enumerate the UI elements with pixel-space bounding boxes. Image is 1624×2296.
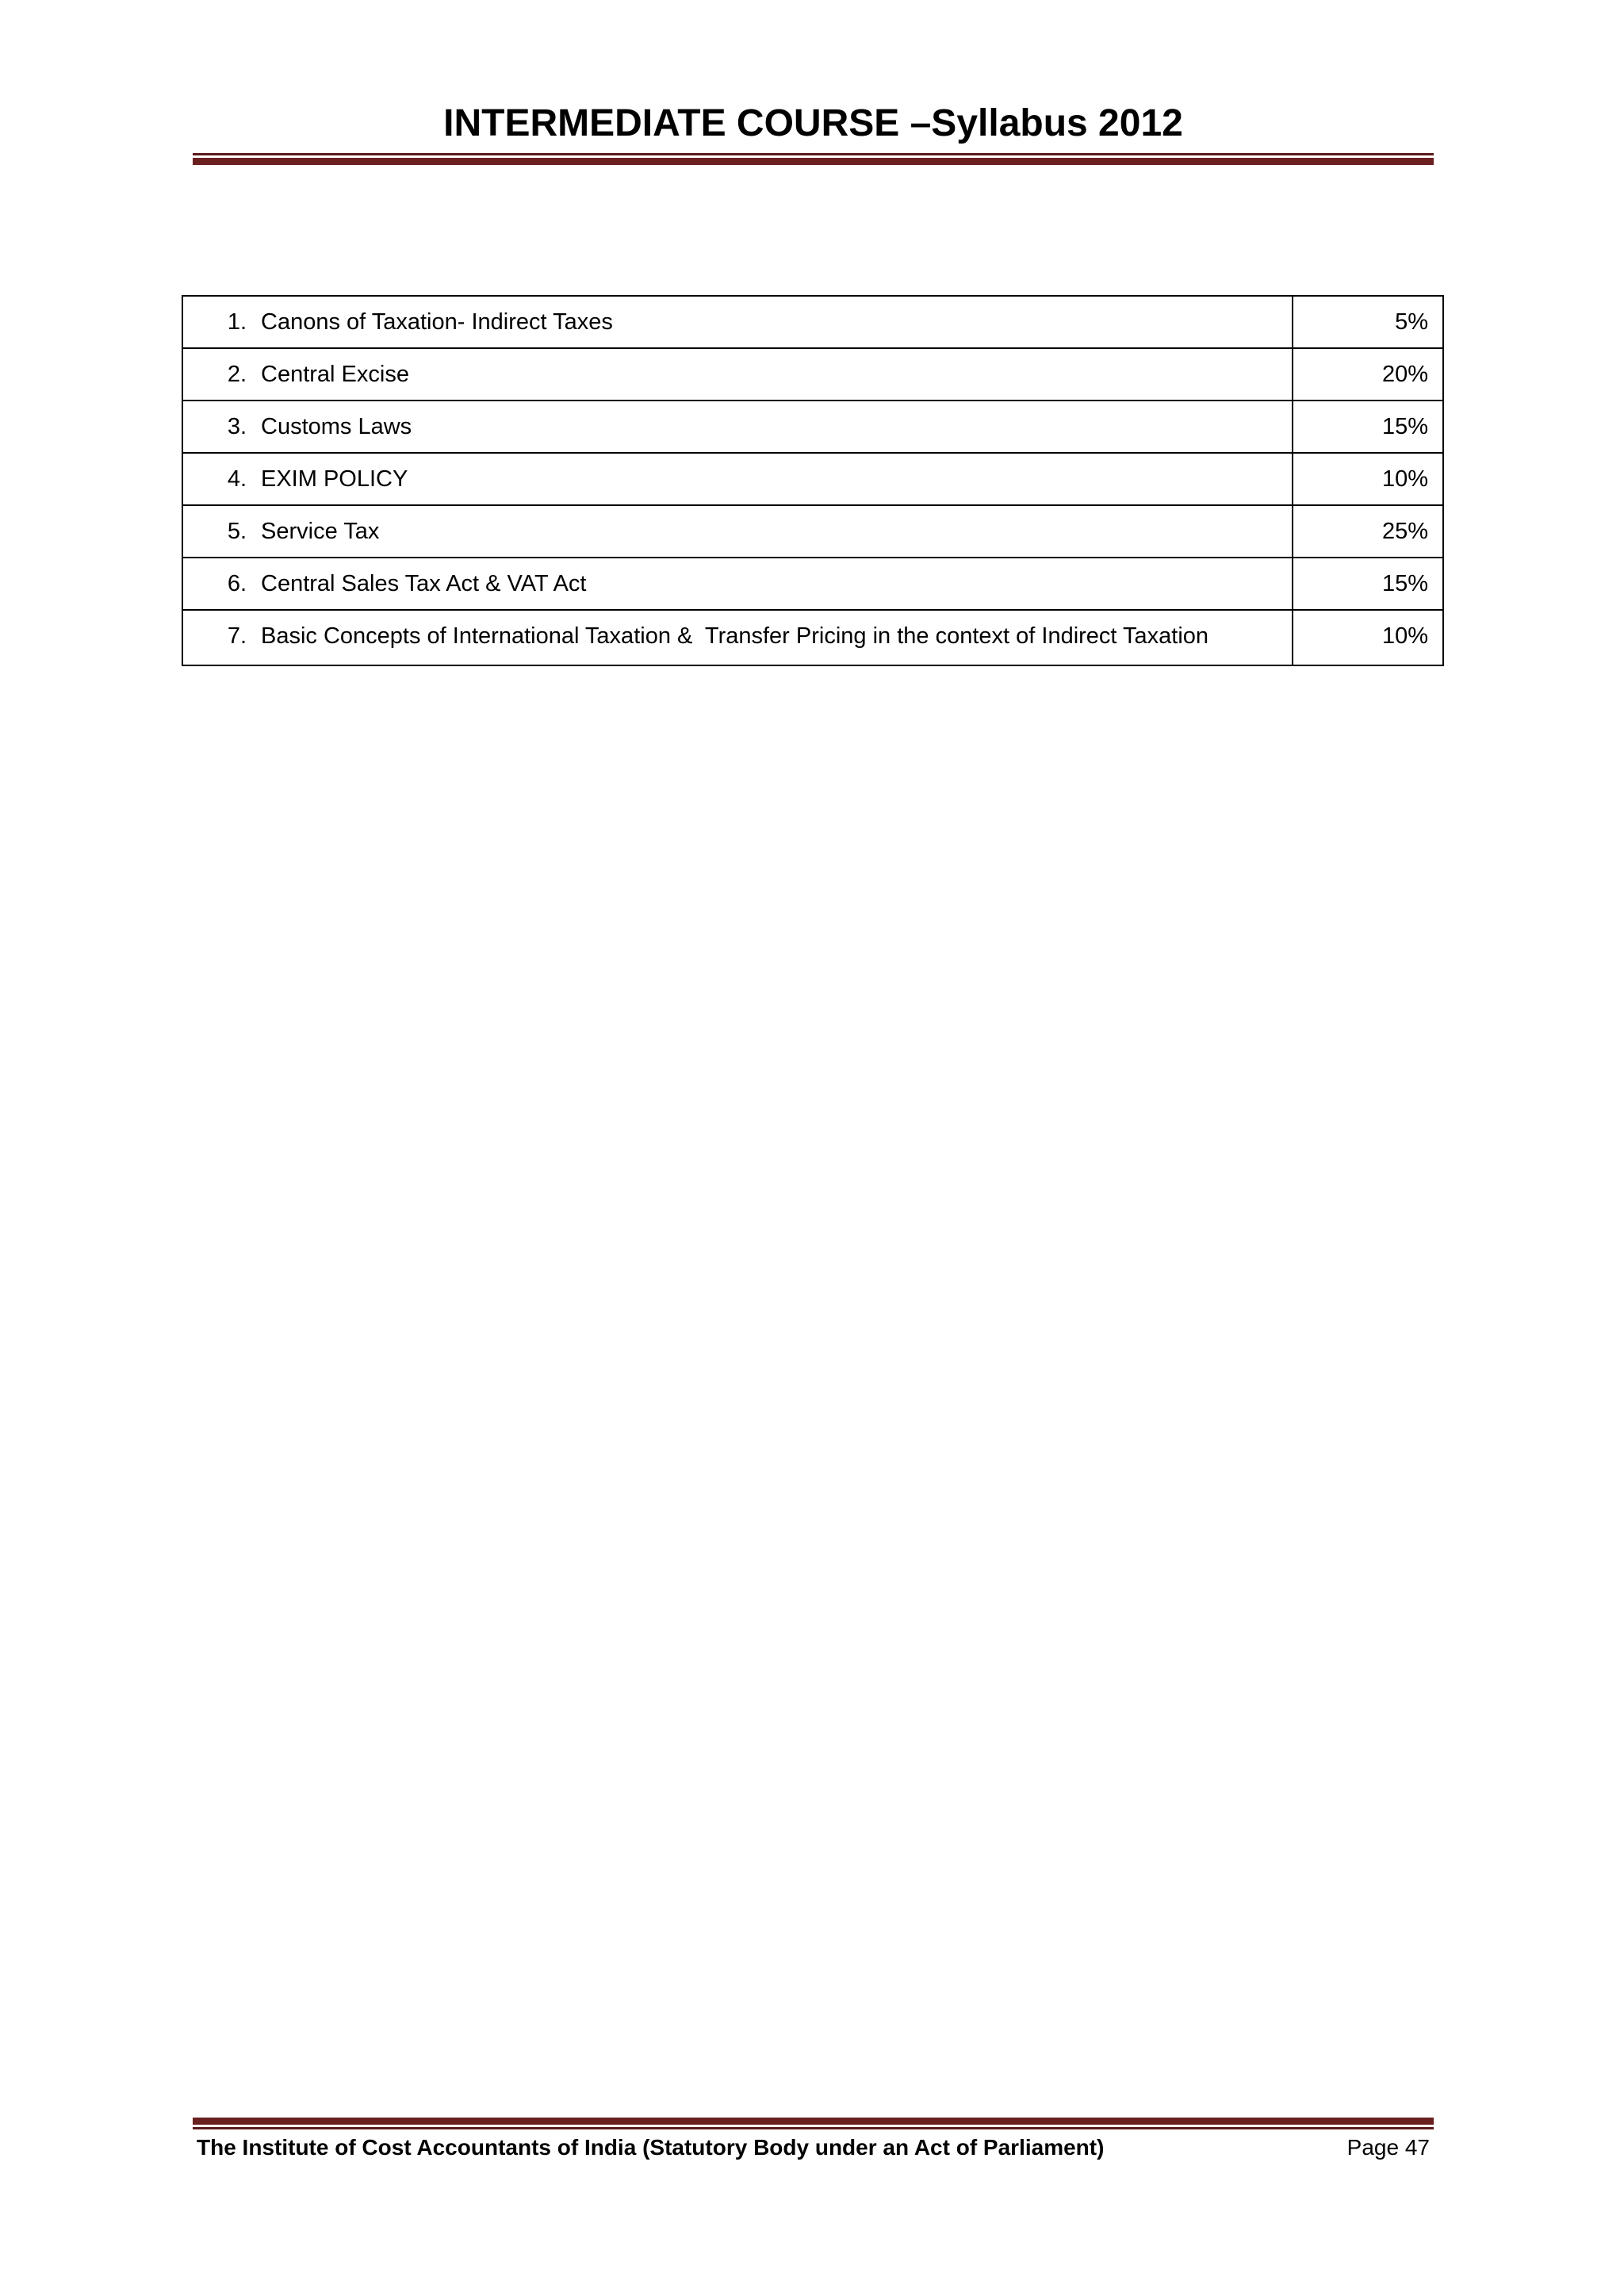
table-row: [182, 610, 1443, 665]
table-row: [182, 558, 1443, 610]
topic-number: 5.: [227, 519, 247, 544]
table-row: [182, 348, 1443, 401]
syllabus-weightage-table: [182, 295, 1444, 666]
topic-title: Central Sales Tax Act & VAT Act: [261, 571, 587, 596]
topic-number: 3.: [227, 414, 247, 439]
weight-cell: 10%: [1293, 453, 1443, 505]
table-row: [182, 401, 1443, 453]
table-row: [182, 505, 1443, 558]
weight-cell: 5%: [1293, 296, 1443, 348]
weight-cell: 25%: [1293, 505, 1443, 558]
page-header-title: INTERMEDIATE COURSE –Syllabus 2012: [443, 102, 1183, 144]
topic-number: 2.: [227, 362, 247, 387]
footer-divider: [193, 2118, 1434, 2129]
topic-title: Customs Laws: [261, 414, 412, 439]
table-row: [182, 296, 1443, 348]
footer-page-number: Page 47: [1346, 2135, 1430, 2160]
weight-cell: 15%: [1293, 558, 1443, 610]
topic-title: Basic Concepts of International Taxation & Transfer Pricing in the context of Indirect Taxation: [261, 623, 1209, 649]
topic-number: 1.: [227, 309, 247, 335]
topic-cell: [182, 348, 1293, 401]
topic-title: Service Tax: [261, 519, 380, 544]
footer-institute: The Institute of Cost Accountants of India (Statutory Body under an Act of Parliament): [197, 2135, 1105, 2160]
topic-number: 7.: [227, 623, 247, 649]
weight-cell: 15%: [1293, 401, 1443, 453]
topic-title: Canons of Taxation- Indirect Taxes: [261, 309, 613, 335]
topic-cell: [182, 558, 1293, 610]
topic-cell: [182, 505, 1293, 558]
topic-number: 4.: [227, 466, 247, 492]
header-divider: [193, 153, 1434, 165]
topic-title: Central Excise: [261, 362, 409, 387]
topic-title: EXIM POLICY: [261, 466, 408, 492]
table-row: [182, 453, 1443, 505]
topic-number: 6.: [227, 571, 247, 596]
weight-cell: 20%: [1293, 348, 1443, 401]
weight-cell: 10%: [1293, 610, 1443, 665]
topic-cell: [182, 296, 1293, 348]
topic-cell: [182, 610, 1293, 665]
topic-cell: [182, 453, 1293, 505]
topic-cell: [182, 401, 1293, 453]
